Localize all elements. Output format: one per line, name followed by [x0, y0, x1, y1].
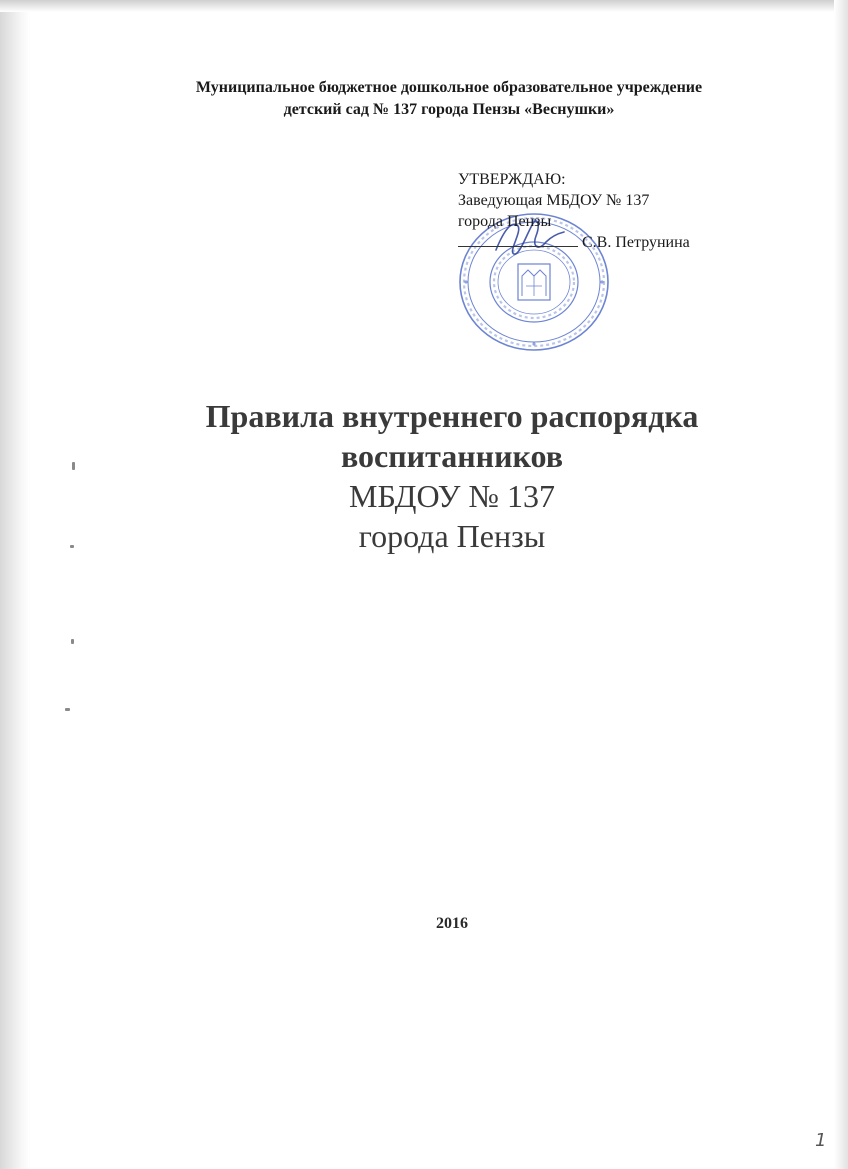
approval-signer: С.В. Петрунина — [582, 234, 690, 251]
title-line-4: города Пензы — [358, 518, 546, 554]
title-line-3: МБДОУ № 137 — [349, 478, 555, 514]
organization-line-1: Муниципальное бюджетное дошкольное образовательное учреждение — [195, 79, 703, 96]
title-line-2: воспитанников — [340, 438, 564, 474]
document-year: 2016 — [436, 915, 468, 932]
approval-block — [458, 169, 690, 253]
page-number: 1 — [815, 1130, 827, 1151]
signature-line — [458, 246, 578, 247]
document-title — [0, 396, 848, 556]
scan-shadow-left — [0, 0, 30, 1169]
scan-shadow-top — [0, 0, 848, 12]
organization-header — [0, 77, 848, 121]
binding-hole-mark — [71, 639, 74, 644]
binding-hole-mark — [65, 708, 70, 711]
scan-shadow-right — [834, 0, 848, 1169]
approval-heading: УТВЕРЖДАЮ: — [458, 171, 566, 188]
organization-line-2: детский сад № 137 города Пензы «Веснушки» — [283, 101, 615, 118]
approval-city: города Пензы — [458, 213, 552, 230]
title-line-1: Правила внутреннего распорядка — [205, 398, 699, 434]
approval-position: Заведующая МБДОУ № 137 — [458, 192, 650, 209]
approval-signature-line — [458, 232, 690, 253]
